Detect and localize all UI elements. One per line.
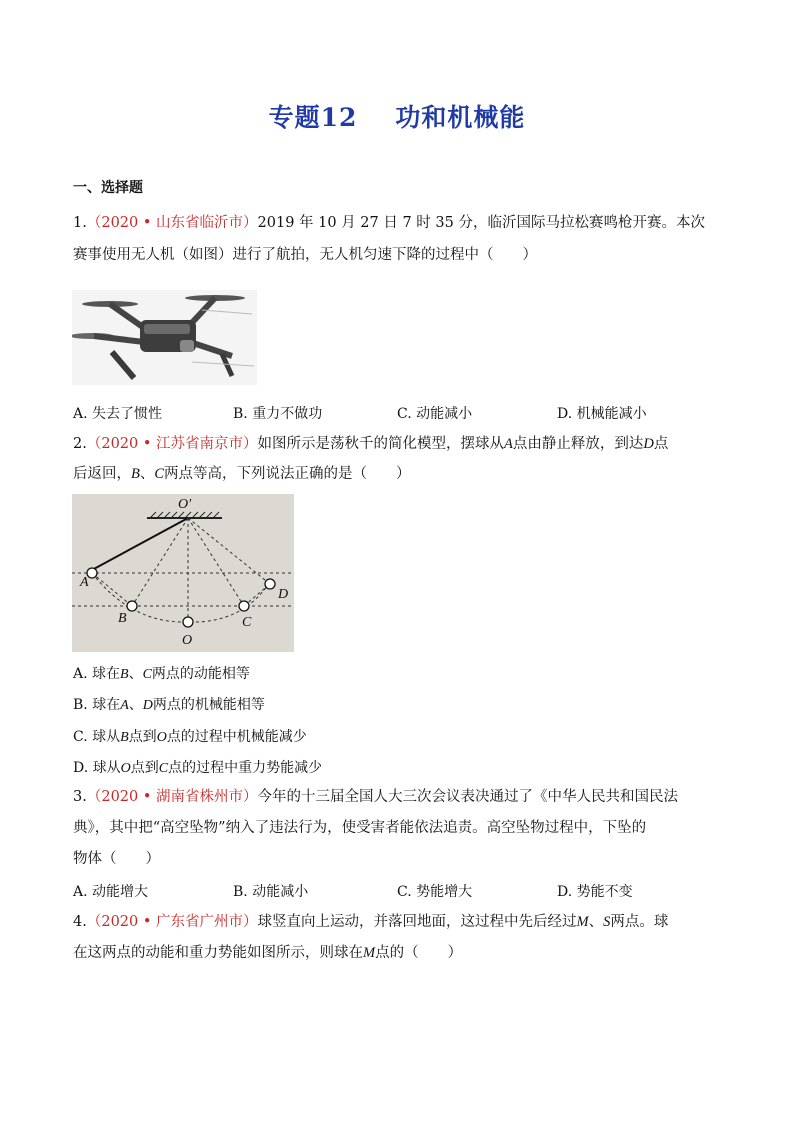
q1-option-d[interactable]: D. 机械能减小: [557, 406, 647, 422]
q2-line2: 后返回，B、C两点等高，下列说法正确的是（ ）: [73, 466, 411, 482]
q3-line3: 物体（ ）: [73, 851, 160, 867]
pendulum-figure: [72, 494, 294, 652]
ball-d: [265, 579, 275, 589]
drone-figure: [72, 290, 257, 385]
q3-option-c[interactable]: C. 势能增大: [397, 884, 473, 900]
q3-option-b[interactable]: B. 动能减小: [233, 884, 309, 900]
ball-o: [183, 617, 193, 627]
q2-option-d[interactable]: D. 球从O点到C点的过程中重力势能减少: [73, 760, 323, 776]
label-c: C: [242, 615, 252, 630]
title-main: 功和机械能: [395, 103, 526, 132]
title-prefix: 专题12: [268, 103, 358, 132]
q4-source: 2020 • 广东省广州市: [101, 914, 244, 930]
label-o-prime: O′: [178, 497, 192, 512]
q2-option-c[interactable]: C. 球从B点到O点的过程中机械能减少: [73, 729, 307, 745]
q4-number: 4.: [73, 914, 87, 930]
q1-source: 2020 • 山东省临沂市: [101, 215, 244, 231]
label-b: B: [118, 611, 127, 626]
section-heading: 一、选择题: [73, 180, 143, 196]
q2-number: 2.: [73, 436, 87, 452]
q1-number: 1.: [73, 215, 87, 231]
q1-option-b[interactable]: B. 重力不做功: [233, 406, 323, 422]
q3-line2: 典》，其中把“高空坠物”纳入了违法行为，使受害者能依法追责。高空坠物过程中，下坠的: [73, 820, 647, 836]
label-o: O: [182, 633, 193, 648]
q3-line1: 3.（2020 • 湖南省株州市）今年的十三届全国人大三次会议表决通过了《中华人民共和国民法: [73, 789, 679, 805]
label-a: A: [80, 575, 89, 590]
q3-option-d[interactable]: D. 势能不变: [557, 884, 633, 900]
q3-source: 2020 • 湖南省株州市: [101, 789, 244, 805]
page-title: [0, 98, 794, 134]
q4-line1: 4.（2020 • 广东省广州市）球竖直向上运动，并落回地面，这过程中先后经过M、S两点。球: [73, 914, 669, 930]
ball-c: [239, 601, 249, 611]
q3-option-a[interactable]: A. 动能增大: [73, 884, 149, 900]
q1-option-a[interactable]: A. 失去了惯性: [73, 406, 163, 422]
q2-option-a[interactable]: A. 球在B、C两点的动能相等: [73, 666, 250, 682]
q1-line2: 赛事使用无人机（如图）进行了航拍，无人机匀速下降的过程中（ ）: [73, 247, 537, 263]
q4-line2: 在这两点的动能和重力势能如图所示，则球在M点的（ ）: [73, 945, 463, 961]
q1-option-c[interactable]: C. 动能减小: [397, 406, 473, 422]
q1-line1: 1.（2020 • 山东省临沂市）2019 年 10 月 27 日 7 时 35 分，临沂国际马拉松赛鸣枪开赛。本次: [73, 215, 705, 231]
q2-source: 2020 • 江苏省南京市: [101, 436, 244, 452]
q2-option-b[interactable]: B. 球在A、D两点的机械能相等: [73, 697, 265, 713]
q3-number: 3.: [73, 789, 87, 805]
label-d: D: [278, 587, 289, 602]
ball-b: [127, 601, 137, 611]
q2-line1: 2.（2020 • 江苏省南京市）如图所示是荡秋千的简化模型，摆球从A点由静止释放，到达D点: [73, 436, 669, 452]
